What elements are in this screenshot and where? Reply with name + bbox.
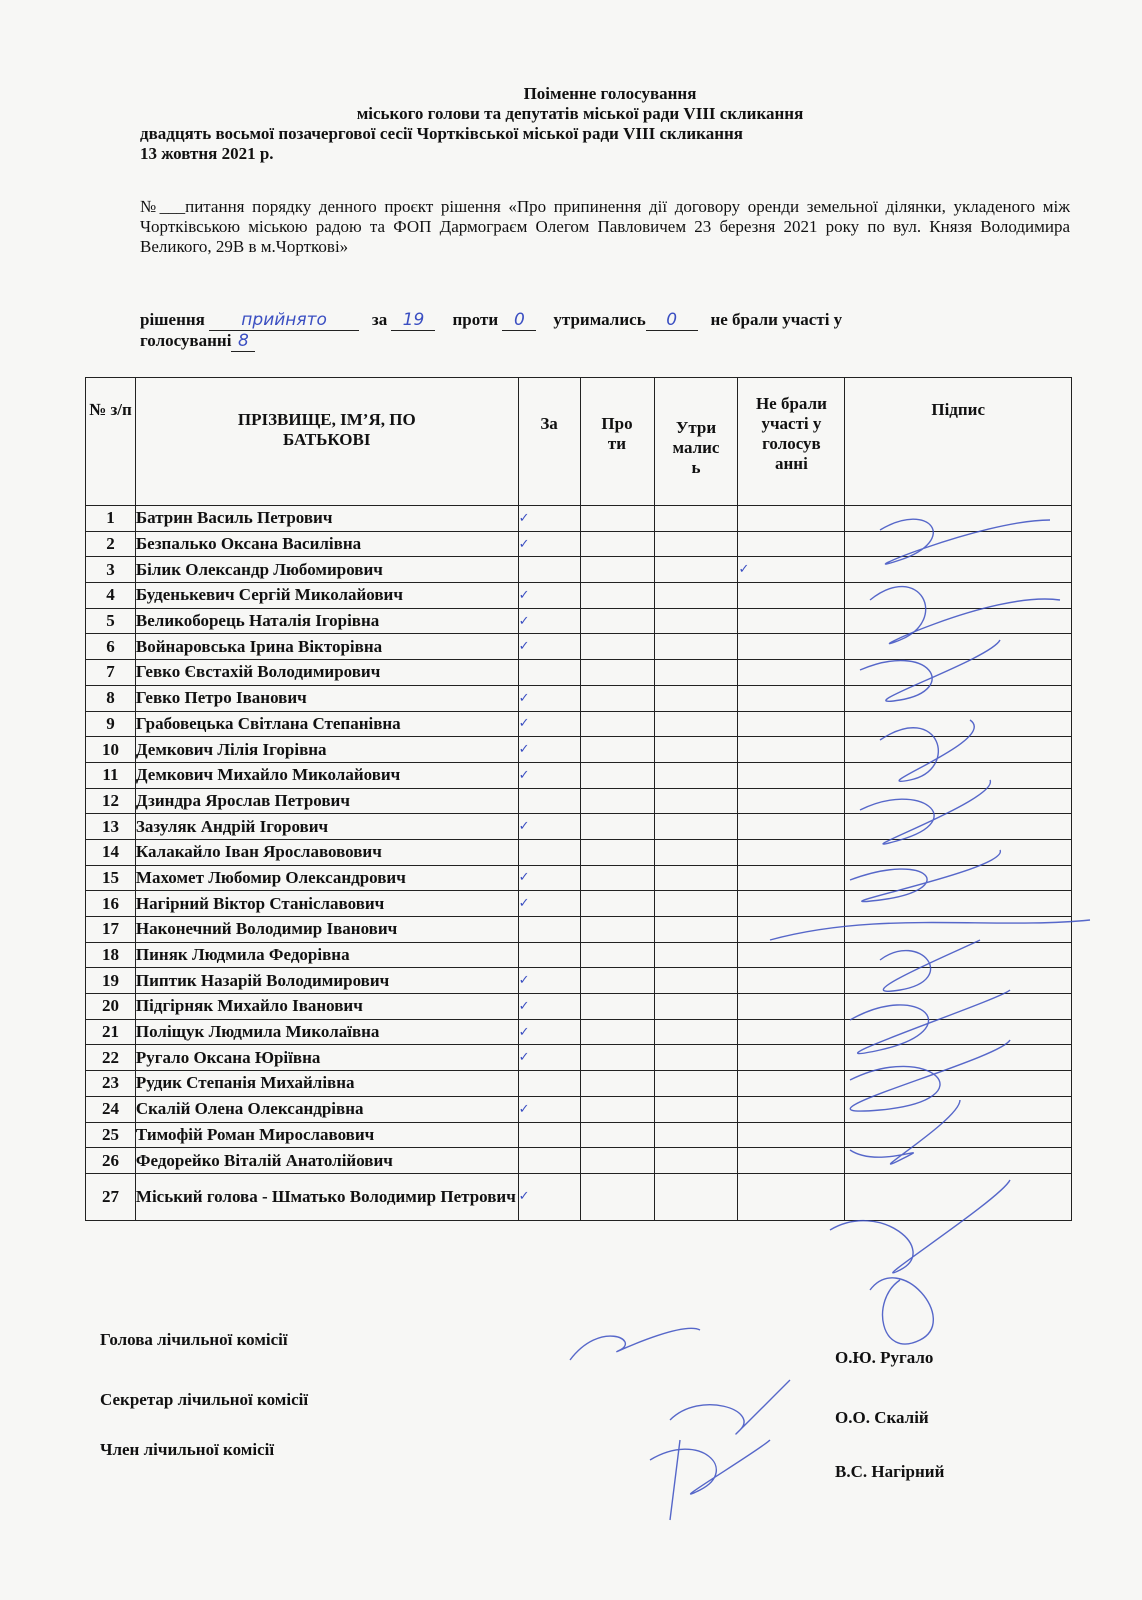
- abstained-label: утримались: [553, 310, 646, 329]
- vote-cell-against: [580, 737, 654, 763]
- vote-cell-against: [580, 1045, 654, 1071]
- vote-cell-for: [518, 1173, 580, 1220]
- row-number: 2: [86, 531, 136, 557]
- vote-cell-for: [518, 1096, 580, 1122]
- signature-icon: [670, 1380, 790, 1434]
- vote-cell-for: [518, 1045, 580, 1071]
- check-mark-icon: ✓: [518, 896, 530, 912]
- row-number: 10: [86, 737, 136, 763]
- table-row: [86, 1173, 1072, 1220]
- member-name: Підгірняк Михайло Іванович: [135, 994, 518, 1020]
- vote-cell-absent: [738, 1173, 845, 1220]
- absent-value: 8: [231, 331, 255, 352]
- check-mark-icon: ✓: [518, 510, 530, 526]
- absent-label-2: голосуванні: [140, 331, 232, 350]
- member-name: Демкович Лілія Ігорівна: [135, 737, 518, 763]
- row-number: 17: [86, 917, 136, 943]
- voting-rows: [86, 506, 1072, 1221]
- row-number: 15: [86, 865, 136, 891]
- signature-icon: [870, 1278, 933, 1344]
- vote-cell-abstained: [654, 1096, 738, 1122]
- check-mark-icon: ✓: [738, 562, 750, 578]
- row-number: 9: [86, 711, 136, 737]
- signature-cell: [845, 1148, 1072, 1174]
- vote-cell-absent: [738, 1045, 845, 1071]
- row-number: 18: [86, 942, 136, 968]
- signature-icon: [650, 1440, 770, 1520]
- signature-cell: [845, 1173, 1072, 1220]
- vote-cell-for: [518, 1019, 580, 1045]
- vote-cell-abstained: [654, 891, 738, 917]
- decision-label: рішення: [140, 310, 205, 329]
- row-number: 6: [86, 634, 136, 660]
- table-row: [86, 1122, 1072, 1148]
- vote-cell-absent: [738, 968, 845, 994]
- vote-cell-against: [580, 839, 654, 865]
- decision-summary: [140, 310, 1070, 352]
- vote-cell-for: [518, 531, 580, 557]
- commission-name: В.С. Нагірний: [835, 1462, 945, 1481]
- check-mark-icon: ✓: [518, 587, 530, 603]
- vote-cell-against: [580, 583, 654, 609]
- row-number: 13: [86, 814, 136, 840]
- title-block: [140, 84, 1020, 164]
- vote-cell-against: [580, 531, 654, 557]
- check-mark-icon: ✓: [518, 613, 530, 629]
- vote-cell-abstained: [654, 531, 738, 557]
- header-num: № з/п: [86, 378, 136, 506]
- row-number: 5: [86, 608, 136, 634]
- absent-label: не брали участі у: [710, 310, 843, 329]
- vote-cell-absent: [738, 660, 845, 686]
- member-name: Білик Олександр Любомирович: [135, 557, 518, 583]
- vote-cell-abstained: [654, 1148, 738, 1174]
- row-number: 1: [86, 506, 136, 532]
- check-mark-icon: ✓: [518, 767, 530, 783]
- member-name: Войнаровська Ірина Вікторівна: [135, 634, 518, 660]
- vote-cell-absent: [738, 917, 845, 943]
- header-for: За: [518, 378, 580, 506]
- vote-cell-abstained: [654, 968, 738, 994]
- check-mark-icon: ✓: [518, 870, 530, 886]
- table-row: [86, 788, 1072, 814]
- vote-cell-against: [580, 1173, 654, 1220]
- vote-cell-for: [518, 762, 580, 788]
- vote-cell-abstained: [654, 685, 738, 711]
- table-row: [86, 1096, 1072, 1122]
- signature-cell: [845, 1096, 1072, 1122]
- check-mark-icon: ✓: [518, 1188, 530, 1204]
- member-name: Наконечний Володимир Іванович: [135, 917, 518, 943]
- table-row: [86, 711, 1072, 737]
- member-name: Ругало Оксана Юріївна: [135, 1045, 518, 1071]
- header-absent: Не брали участі у голосув анні: [738, 378, 845, 506]
- member-name: Нагірний Віктор Станіславович: [135, 891, 518, 917]
- commission-name: О.О. Скалій: [835, 1408, 929, 1427]
- vote-cell-for: [518, 968, 580, 994]
- vote-cell-abstained: [654, 737, 738, 763]
- vote-cell-against: [580, 1071, 654, 1097]
- member-name: Батрин Василь Петрович: [135, 506, 518, 532]
- title-line-2: міського голови та депутатів міської ради VIII скликання: [356, 104, 804, 123]
- check-mark-icon: ✓: [518, 690, 530, 706]
- check-mark-icon: ✓: [518, 1024, 530, 1040]
- against-value: 0: [502, 310, 536, 331]
- vote-cell-against: [580, 608, 654, 634]
- vote-cell-abstained: [654, 660, 738, 686]
- signature-cell: [845, 1122, 1072, 1148]
- vote-cell-abstained: [654, 1173, 738, 1220]
- member-name: Великоборець Наталія Ігорівна: [135, 608, 518, 634]
- vote-cell-against: [580, 865, 654, 891]
- vote-cell-abstained: [654, 583, 738, 609]
- table-row: [86, 1071, 1072, 1097]
- row-number: 7: [86, 660, 136, 686]
- table-row: [86, 583, 1072, 609]
- check-mark-icon: ✓: [518, 536, 530, 552]
- vote-cell-absent: [738, 839, 845, 865]
- table-row: [86, 1019, 1072, 1045]
- vote-cell-absent: [738, 685, 845, 711]
- member-name: Федорейко Віталій Анатолійович: [135, 1148, 518, 1174]
- signature-cell: [845, 788, 1072, 814]
- vote-cell-for: [518, 839, 580, 865]
- vote-cell-for: [518, 685, 580, 711]
- vote-cell-against: [580, 942, 654, 968]
- signature-cell: [845, 865, 1072, 891]
- vote-cell-absent: [738, 583, 845, 609]
- member-name: Демкович Михайло Миколайович: [135, 762, 518, 788]
- member-name: Рудик Степанія Михайлівна: [135, 1071, 518, 1097]
- vote-cell-abstained: [654, 762, 738, 788]
- commission-name: О.Ю. Ругало: [835, 1348, 934, 1367]
- signature-cell: [845, 608, 1072, 634]
- vote-cell-against: [580, 1019, 654, 1045]
- title-date: 13 жовтня 2021 р.: [140, 144, 274, 163]
- vote-cell-absent: [738, 994, 845, 1020]
- vote-cell-for: [518, 557, 580, 583]
- row-number: 21: [86, 1019, 136, 1045]
- signature-icon: [570, 1328, 700, 1360]
- signature-cell: [845, 839, 1072, 865]
- vote-cell-for: [518, 942, 580, 968]
- member-name: Буденькевич Сергій Миколайович: [135, 583, 518, 609]
- vote-cell-abstained: [654, 1019, 738, 1045]
- signature-cell: [845, 1019, 1072, 1045]
- vote-cell-for: [518, 891, 580, 917]
- vote-cell-absent: [738, 737, 845, 763]
- member-name: Поліщук Людмила Миколаївна: [135, 1019, 518, 1045]
- vote-cell-for: [518, 1071, 580, 1097]
- vote-cell-absent: [738, 531, 845, 557]
- vote-cell-abstained: [654, 814, 738, 840]
- row-number: 19: [86, 968, 136, 994]
- vote-cell-absent: [738, 557, 845, 583]
- check-mark-icon: ✓: [518, 1050, 530, 1066]
- against-label: проти: [452, 310, 499, 329]
- vote-cell-absent: [738, 1148, 845, 1174]
- check-mark-icon: ✓: [518, 819, 530, 835]
- member-name: Махомет Любомир Олександрович: [135, 865, 518, 891]
- member-name: Калакайло Іван Ярославовович: [135, 839, 518, 865]
- check-mark-icon: ✓: [518, 998, 530, 1014]
- vote-cell-for: [518, 737, 580, 763]
- vote-cell-absent: [738, 865, 845, 891]
- table-row: [86, 994, 1072, 1020]
- vote-cell-against: [580, 685, 654, 711]
- vote-cell-absent: [738, 814, 845, 840]
- row-number: 16: [86, 891, 136, 917]
- table-row: [86, 660, 1072, 686]
- header-signature: Підпис: [845, 378, 1072, 506]
- row-number: 25: [86, 1122, 136, 1148]
- voting-table: [85, 377, 1072, 1221]
- table-row: [86, 942, 1072, 968]
- signature-cell: [845, 634, 1072, 660]
- vote-cell-for: [518, 660, 580, 686]
- vote-cell-absent: [738, 891, 845, 917]
- header-against: Про ти: [580, 378, 654, 506]
- vote-cell-against: [580, 814, 654, 840]
- table-row: [86, 839, 1072, 865]
- signature-cell: [845, 917, 1072, 943]
- table-row: [86, 762, 1072, 788]
- member-name: Зазуляк Андрій Ігорович: [135, 814, 518, 840]
- vote-cell-abstained: [654, 865, 738, 891]
- for-label: за: [371, 310, 388, 329]
- vote-cell-absent: [738, 788, 845, 814]
- row-number: 23: [86, 1071, 136, 1097]
- vote-cell-for: [518, 583, 580, 609]
- vote-cell-against: [580, 1148, 654, 1174]
- vote-cell-against: [580, 1122, 654, 1148]
- signature-cell: [845, 557, 1072, 583]
- vote-cell-against: [580, 917, 654, 943]
- table-row: [86, 968, 1072, 994]
- table-row: [86, 531, 1072, 557]
- abstained-value: 0: [646, 310, 698, 331]
- vote-cell-against: [580, 557, 654, 583]
- header-name: ПРІЗВИЩЕ, ІМ’Я, ПО БАТЬКОВІ: [135, 378, 518, 506]
- vote-cell-abstained: [654, 506, 738, 532]
- vote-cell-against: [580, 788, 654, 814]
- row-number: 20: [86, 994, 136, 1020]
- commission-role: Голова лічильної комісії: [100, 1330, 288, 1349]
- vote-cell-abstained: [654, 608, 738, 634]
- vote-cell-against: [580, 994, 654, 1020]
- vote-cell-for: [518, 865, 580, 891]
- table-row: [86, 865, 1072, 891]
- vote-cell-absent: [738, 711, 845, 737]
- signature-cell: [845, 711, 1072, 737]
- signature-cell: [845, 737, 1072, 763]
- signature-cell: [845, 994, 1072, 1020]
- header-abstained: Утри малис ь: [654, 378, 738, 506]
- table-row: [86, 685, 1072, 711]
- member-name: Скалій Олена Олександрівна: [135, 1096, 518, 1122]
- signature-cell: [845, 506, 1072, 532]
- vote-cell-abstained: [654, 711, 738, 737]
- vote-cell-abstained: [654, 1045, 738, 1071]
- member-name: Гевко Євстахій Володимирович: [135, 660, 518, 686]
- commission-role: Секретар лічильної комісії: [100, 1390, 309, 1409]
- decision-value: прийнято: [209, 310, 359, 331]
- vote-cell-against: [580, 762, 654, 788]
- commission-role: Член лічильної комісії: [100, 1440, 275, 1459]
- signature-cell: [845, 968, 1072, 994]
- signature-cell: [845, 685, 1072, 711]
- table-row: [86, 557, 1072, 583]
- vote-cell-for: [518, 917, 580, 943]
- vote-cell-for: [518, 1122, 580, 1148]
- row-number: 12: [86, 788, 136, 814]
- vote-cell-abstained: [654, 942, 738, 968]
- table-row: [86, 608, 1072, 634]
- row-number: 22: [86, 1045, 136, 1071]
- signature-cell: [845, 531, 1072, 557]
- vote-cell-abstained: [654, 788, 738, 814]
- check-mark-icon: ✓: [518, 973, 530, 989]
- vote-cell-absent: [738, 1019, 845, 1045]
- table-row: [86, 917, 1072, 943]
- row-number: 26: [86, 1148, 136, 1174]
- vote-cell-against: [580, 660, 654, 686]
- vote-cell-for: [518, 814, 580, 840]
- vote-cell-against: [580, 891, 654, 917]
- vote-cell-abstained: [654, 994, 738, 1020]
- vote-cell-absent: [738, 762, 845, 788]
- title-line-1: Поіменне голосування: [523, 84, 697, 103]
- vote-cell-against: [580, 968, 654, 994]
- vote-cell-abstained: [654, 557, 738, 583]
- signature-cell: [845, 583, 1072, 609]
- vote-cell-abstained: [654, 917, 738, 943]
- vote-cell-abstained: [654, 1122, 738, 1148]
- table-row: [86, 506, 1072, 532]
- member-name: Дзиндра Ярослав Петрович: [135, 788, 518, 814]
- member-name: Пиптик Назарій Володимирович: [135, 968, 518, 994]
- vote-cell-absent: [738, 1096, 845, 1122]
- table-row: [86, 634, 1072, 660]
- vote-cell-against: [580, 506, 654, 532]
- vote-cell-for: [518, 1148, 580, 1174]
- vote-cell-abstained: [654, 839, 738, 865]
- vote-cell-for: [518, 608, 580, 634]
- row-number: 24: [86, 1096, 136, 1122]
- vote-cell-for: [518, 994, 580, 1020]
- check-mark-icon: ✓: [518, 639, 530, 655]
- vote-cell-against: [580, 711, 654, 737]
- table-row: [86, 891, 1072, 917]
- member-name: Пиняк Людмила Федорівна: [135, 942, 518, 968]
- agenda-question: №___питання порядку денного проєкт рішення «Про припинення дії договору оренди земельної ділянки, укладеного між Чортківською міською радою та ФОП Дармограєм Олегом Павловичем 23 березня 2021 року по вул. Князя Володимира Великого, 29В в м.Чорткові»: [140, 197, 1070, 256]
- check-mark-icon: ✓: [518, 1101, 530, 1117]
- row-number: 4: [86, 583, 136, 609]
- signature-cell: [845, 891, 1072, 917]
- vote-cell-absent: [738, 1122, 845, 1148]
- vote-cell-abstained: [654, 634, 738, 660]
- table-row: [86, 1045, 1072, 1071]
- vote-cell-absent: [738, 506, 845, 532]
- row-number: 11: [86, 762, 136, 788]
- title-line-3: двадцять восьмої позачергової сесії Чортківської міської ради VIII скликання: [140, 124, 743, 143]
- check-mark-icon: ✓: [518, 742, 530, 758]
- vote-cell-absent: [738, 1071, 845, 1097]
- table-row: [86, 1148, 1072, 1174]
- row-number: 27: [86, 1173, 136, 1220]
- vote-cell-abstained: [654, 1071, 738, 1097]
- vote-cell-for: [518, 788, 580, 814]
- member-name: Грабовецька Світлана Степанівна: [135, 711, 518, 737]
- signature-cell: [845, 1045, 1072, 1071]
- vote-cell-for: [518, 711, 580, 737]
- vote-cell-absent: [738, 634, 845, 660]
- vote-cell-absent: [738, 608, 845, 634]
- for-value: 19: [391, 310, 435, 331]
- member-name: Міський голова - Шматько Володимир Петрович: [135, 1173, 518, 1220]
- signature-cell: [845, 1071, 1072, 1097]
- row-number: 8: [86, 685, 136, 711]
- table-row: [86, 814, 1072, 840]
- vote-cell-against: [580, 1096, 654, 1122]
- row-number: 14: [86, 839, 136, 865]
- table-row: [86, 737, 1072, 763]
- signature-cell: [845, 660, 1072, 686]
- vote-cell-absent: [738, 942, 845, 968]
- signature-cell: [845, 942, 1072, 968]
- vote-cell-for: [518, 506, 580, 532]
- row-number: 3: [86, 557, 136, 583]
- vote-cell-for: [518, 634, 580, 660]
- signature-cell: [845, 762, 1072, 788]
- vote-cell-against: [580, 634, 654, 660]
- check-mark-icon: ✓: [518, 716, 530, 732]
- member-name: Гевко Петро Іванович: [135, 685, 518, 711]
- signature-cell: [845, 814, 1072, 840]
- member-name: Безпалько Оксана Василівна: [135, 531, 518, 557]
- member-name: Тимофій Роман Мирославович: [135, 1122, 518, 1148]
